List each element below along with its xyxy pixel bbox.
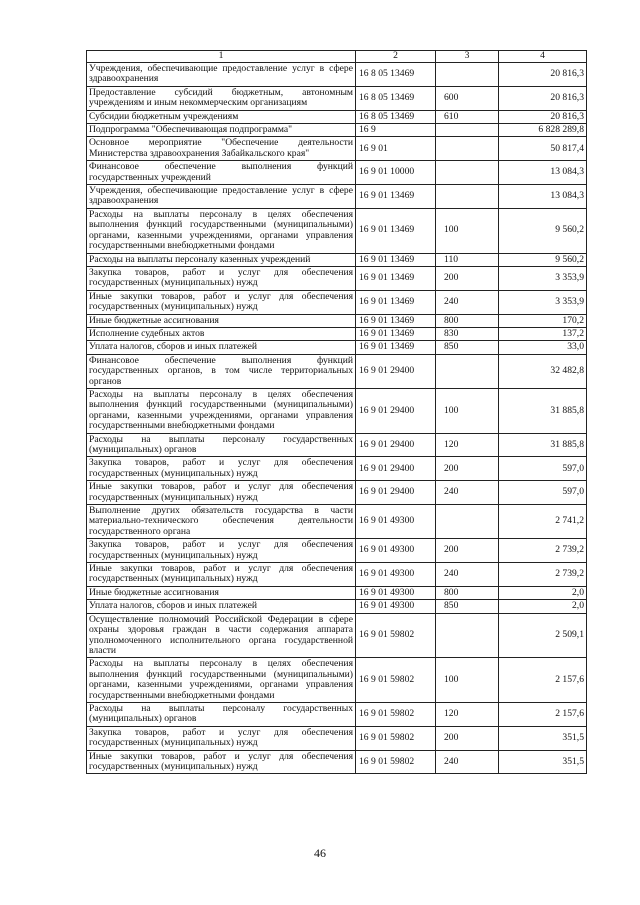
row-amount-cell: 6 828 289,8	[499, 124, 587, 137]
table-row	[87, 433, 587, 457]
table-row	[87, 185, 587, 209]
row-amount-cell: 2 741,2	[499, 505, 587, 539]
row-amount-cell: 31 885,8	[499, 433, 587, 457]
row-expense-type-cell: 610	[436, 110, 499, 123]
row-expense-type-cell	[436, 63, 499, 87]
row-name-cell: Осуществление полномочий Российской Федерации в сфере охраны здоровья граждан в части содержания аппарата уполномоченного исполнительного органа государственной власти	[87, 613, 356, 658]
row-amount-cell: 137,2	[499, 327, 587, 340]
row-expense-type-cell: 240	[436, 563, 499, 587]
row-amount-cell: 597,0	[499, 481, 587, 505]
row-name-cell: Закупка товаров, работ и услуг для обеспечения государственных (муниципальных) нужд	[87, 726, 356, 750]
table-row	[87, 539, 587, 563]
row-amount-cell: 50 817,4	[499, 137, 587, 161]
row-code-cell: 16 9 01 13469	[356, 341, 436, 354]
row-code-cell: 16 9 01 13469	[356, 266, 436, 290]
row-code-cell: 16 9 01 59802	[356, 702, 436, 726]
row-code-cell: 16 9 01 13469	[356, 314, 436, 327]
row-name-cell: Уплата налогов, сборов и иных платежей	[87, 341, 356, 354]
page-number: 46	[314, 846, 326, 860]
row-amount-cell: 2,0	[499, 586, 587, 599]
row-expense-type-cell: 200	[436, 266, 499, 290]
row-code-cell: 16 9 01 10000	[356, 161, 436, 185]
table-row	[87, 266, 587, 290]
row-amount-cell: 2 739,2	[499, 539, 587, 563]
row-amount-cell: 13 084,3	[499, 185, 587, 209]
column-header-expense-type: 3	[436, 51, 499, 63]
row-code-cell: 16 9 01 29400	[356, 457, 436, 481]
row-code-cell: 16 9 01 13469	[356, 327, 436, 340]
row-expense-type-cell: 830	[436, 327, 499, 340]
row-expense-type-cell	[436, 124, 499, 137]
row-expense-type-cell: 600	[436, 86, 499, 110]
row-name-cell: Основное мероприятие "Обеспечение деятельности Министерства здравоохранения Забайкальского края"	[87, 137, 356, 161]
row-code-cell: 16 9 01 49300	[356, 539, 436, 563]
row-code-cell: 16 9 01 13469	[356, 253, 436, 266]
row-amount-cell: 2 157,6	[499, 658, 587, 703]
row-expense-type-cell	[436, 185, 499, 209]
column-header-code: 2	[356, 51, 436, 63]
row-amount-cell: 2 509,1	[499, 613, 587, 658]
row-expense-type-cell: 120	[436, 433, 499, 457]
budget-table-body	[87, 51, 587, 774]
table-row	[87, 63, 587, 87]
row-code-cell: 16 9 01 49300	[356, 563, 436, 587]
table-row	[87, 726, 587, 750]
row-name-cell: Расходы на выплаты персоналу в целях обеспечения выполнения функций государственными (муниципальными) органами, казенными учреждениями, органами управления государственными внебюджетными фондами	[87, 208, 356, 253]
row-name-cell: Финансовое обеспечение выполнения функций государственных учреждений	[87, 161, 356, 185]
table-row	[87, 354, 587, 388]
table-row	[87, 481, 587, 505]
row-name-cell: Выполнение других обязательств государства в части материально-технического обеспечения деятельности государственного органа	[87, 505, 356, 539]
table-row	[87, 457, 587, 481]
row-amount-cell: 20 816,3	[499, 86, 587, 110]
row-name-cell: Расходы на выплаты персоналу казенных учреждений	[87, 253, 356, 266]
row-expense-type-cell: 200	[436, 539, 499, 563]
row-expense-type-cell	[436, 354, 499, 388]
row-amount-cell: 2 739,2	[499, 563, 587, 587]
document-page	[86, 50, 586, 774]
table-row	[87, 290, 587, 314]
row-expense-type-cell: 240	[436, 290, 499, 314]
row-amount-cell: 2 157,6	[499, 702, 587, 726]
column-header-amount: 4	[499, 51, 587, 63]
row-name-cell: Расходы на выплаты персоналу государственных (муниципальных) органов	[87, 702, 356, 726]
table-row	[87, 314, 587, 327]
table-row	[87, 110, 587, 123]
row-code-cell: 16 8 05 13469	[356, 63, 436, 87]
row-code-cell: 16 9 01 59802	[356, 750, 436, 774]
row-code-cell: 16 9 01 29400	[356, 354, 436, 388]
row-amount-cell: 33,0	[499, 341, 587, 354]
row-expense-type-cell: 240	[436, 750, 499, 774]
row-expense-type-cell	[436, 137, 499, 161]
table-row	[87, 137, 587, 161]
table-row	[87, 341, 587, 354]
row-expense-type-cell: 100	[436, 388, 499, 433]
row-expense-type-cell: 240	[436, 481, 499, 505]
table-row	[87, 208, 587, 253]
row-amount-cell: 20 816,3	[499, 63, 587, 87]
row-code-cell: 16 9 01 59802	[356, 613, 436, 658]
row-name-cell: Подпрограмма "Обеспечивающая подпрограмма"	[87, 124, 356, 137]
table-row	[87, 600, 587, 613]
row-amount-cell: 31 885,8	[499, 388, 587, 433]
budget-table	[86, 50, 587, 774]
table-row	[87, 327, 587, 340]
table-row	[87, 505, 587, 539]
table-row	[87, 253, 587, 266]
row-amount-cell: 3 353,9	[499, 290, 587, 314]
row-amount-cell: 597,0	[499, 457, 587, 481]
row-expense-type-cell: 100	[436, 208, 499, 253]
row-expense-type-cell: 850	[436, 341, 499, 354]
row-amount-cell: 32 482,8	[499, 354, 587, 388]
row-name-cell: Иные закупки товаров, работ и услуг для обеспечения государственных (муниципальных) нужд	[87, 750, 356, 774]
row-name-cell: Закупка товаров, работ и услуг для обеспечения государственных (муниципальных) нужд	[87, 457, 356, 481]
row-expense-type-cell: 120	[436, 702, 499, 726]
row-name-cell: Иные закупки товаров, работ и услуг для обеспечения государственных (муниципальных) нужд	[87, 563, 356, 587]
row-code-cell: 16 8 05 13469	[356, 86, 436, 110]
row-amount-cell: 170,2	[499, 314, 587, 327]
row-name-cell: Исполнение судебных актов	[87, 327, 356, 340]
row-name-cell: Уплата налогов, сборов и иных платежей	[87, 600, 356, 613]
table-row	[87, 702, 587, 726]
row-name-cell: Иные бюджетные ассигнования	[87, 586, 356, 599]
row-code-cell: 16 9	[356, 124, 436, 137]
row-expense-type-cell: 800	[436, 314, 499, 327]
row-name-cell: Расходы на выплаты персоналу государственных (муниципальных) органов	[87, 433, 356, 457]
row-expense-type-cell: 110	[436, 253, 499, 266]
row-code-cell: 16 9 01 13469	[356, 208, 436, 253]
row-expense-type-cell: 200	[436, 726, 499, 750]
row-code-cell: 16 9 01 13469	[356, 290, 436, 314]
row-expense-type-cell	[436, 613, 499, 658]
row-amount-cell: 351,5	[499, 726, 587, 750]
row-name-cell: Закупка товаров, работ и услуг для обеспечения государственных (муниципальных) нужд	[87, 266, 356, 290]
row-amount-cell: 20 816,3	[499, 110, 587, 123]
row-name-cell: Расходы на выплаты персоналу в целях обеспечения выполнения функций государственными (муниципальными) органами, казенными учреждениями, органами управления государственными внебюджетными фондами	[87, 388, 356, 433]
row-amount-cell: 2,0	[499, 600, 587, 613]
row-code-cell: 16 9 01 29400	[356, 481, 436, 505]
row-expense-type-cell	[436, 505, 499, 539]
row-name-cell: Закупка товаров, работ и услуг для обеспечения государственных (муниципальных) нужд	[87, 539, 356, 563]
row-amount-cell: 9 560,2	[499, 208, 587, 253]
row-code-cell: 16 9 01 29400	[356, 388, 436, 433]
table-row	[87, 86, 587, 110]
row-amount-cell: 351,5	[499, 750, 587, 774]
row-name-cell: Иные закупки товаров, работ и услуг для обеспечения государственных (муниципальных) нужд	[87, 481, 356, 505]
row-code-cell: 16 9 01	[356, 137, 436, 161]
row-code-cell: 16 9 01 49300	[356, 586, 436, 599]
table-row	[87, 388, 587, 433]
row-name-cell: Расходы на выплаты персоналу в целях обеспечения выполнения функций государственными (муниципальными) органами, казенными учреждениями, органами управления государственными внебюджетными фондами	[87, 658, 356, 703]
table-row	[87, 750, 587, 774]
row-name-cell: Учреждения, обеспечивающие предоставление услуг в сфере здравоохранения	[87, 63, 356, 87]
column-header-name: 1	[87, 51, 356, 63]
row-code-cell: 16 9 01 49300	[356, 505, 436, 539]
row-code-cell: 16 9 01 49300	[356, 600, 436, 613]
row-expense-type-cell: 100	[436, 658, 499, 703]
row-expense-type-cell: 200	[436, 457, 499, 481]
row-amount-cell: 9 560,2	[499, 253, 587, 266]
row-code-cell: 16 9 01 29400	[356, 433, 436, 457]
row-expense-type-cell	[436, 161, 499, 185]
row-code-cell: 16 9 01 59802	[356, 658, 436, 703]
row-name-cell: Иные закупки товаров, работ и услуг для обеспечения государственных (муниципальных) нужд	[87, 290, 356, 314]
row-name-cell: Субсидии бюджетным учреждениям	[87, 110, 356, 123]
table-row	[87, 658, 587, 703]
table-header-row	[87, 51, 587, 63]
row-expense-type-cell: 850	[436, 600, 499, 613]
row-amount-cell: 13 084,3	[499, 161, 587, 185]
row-name-cell: Иные бюджетные ассигнования	[87, 314, 356, 327]
row-name-cell: Предоставление субсидий бюджетным, автономным учреждениям и иным некоммерческим организациям	[87, 86, 356, 110]
table-row	[87, 613, 587, 658]
row-name-cell: Учреждения, обеспечивающие предоставление услуг в сфере здравоохранения	[87, 185, 356, 209]
row-code-cell: 16 9 01 13469	[356, 185, 436, 209]
row-expense-type-cell: 800	[436, 586, 499, 599]
row-name-cell: Финансовое обеспечение выполнения функций государственных органов, в том числе территориальных органов	[87, 354, 356, 388]
row-amount-cell: 3 353,9	[499, 266, 587, 290]
table-row	[87, 124, 587, 137]
row-code-cell: 16 8 05 13469	[356, 110, 436, 123]
table-row	[87, 563, 587, 587]
table-row	[87, 586, 587, 599]
table-row	[87, 161, 587, 185]
row-code-cell: 16 9 01 59802	[356, 726, 436, 750]
